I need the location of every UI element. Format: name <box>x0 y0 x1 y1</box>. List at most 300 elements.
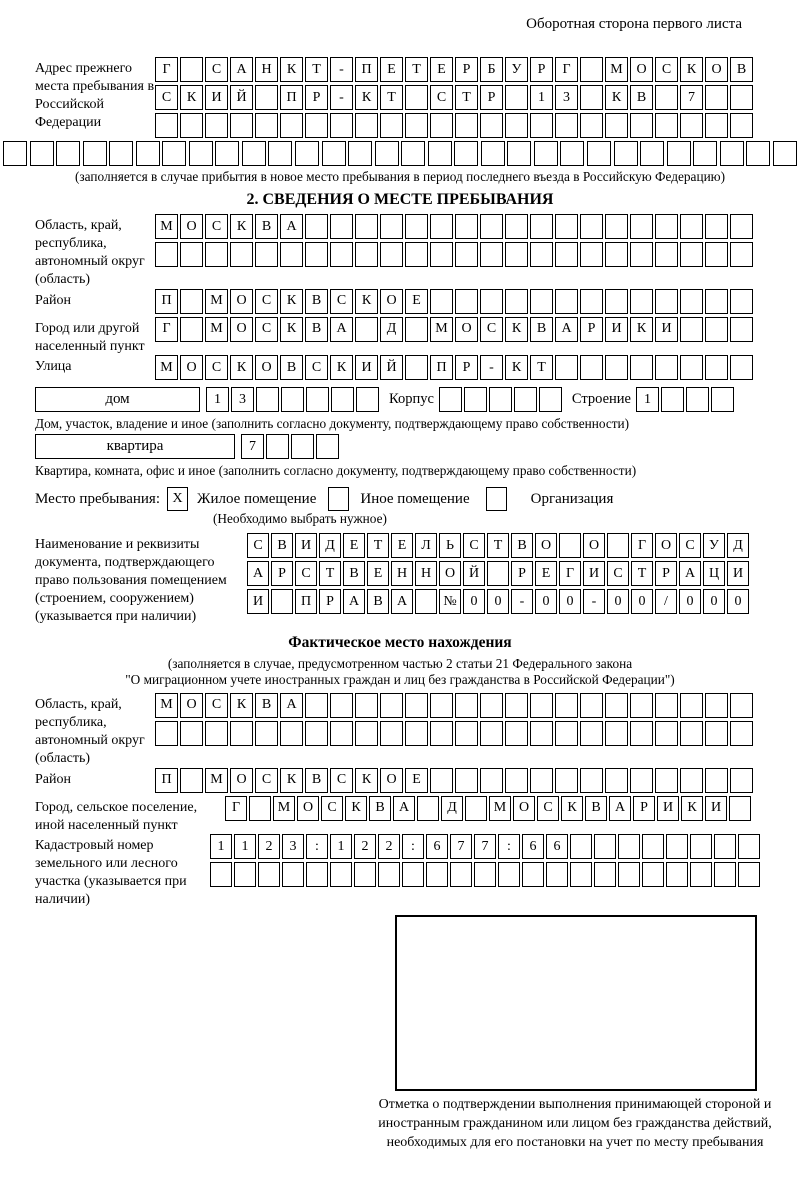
char-cell: С <box>330 289 353 314</box>
char-cell <box>640 141 664 166</box>
char-cell <box>618 862 640 887</box>
char-cell: Ь <box>439 533 461 558</box>
char-cell <box>605 355 628 380</box>
char-cell: К <box>280 317 303 342</box>
char-cell <box>380 242 403 267</box>
char-cell <box>249 796 271 821</box>
char-cell: 2 <box>354 834 376 859</box>
apartment-row <box>35 434 800 462</box>
char-cell: А <box>609 796 631 821</box>
char-cell: Т <box>380 85 403 110</box>
char-cell: В <box>271 533 293 558</box>
char-cell: К <box>280 289 303 314</box>
option-organizatsiya-label: Организация <box>530 490 614 507</box>
char-cell <box>738 862 760 887</box>
actual-region-label: Область, край, республика, автономный округ (область) <box>35 696 145 766</box>
char-cell: М <box>489 796 511 821</box>
char-cell: К <box>230 214 253 239</box>
char-cell <box>480 289 503 314</box>
char-cell <box>605 113 628 138</box>
char-cell <box>330 721 353 746</box>
char-cell: С <box>480 317 503 342</box>
char-cell: В <box>255 214 278 239</box>
cadastral-row-1 <box>210 834 762 859</box>
char-cell: 0 <box>703 589 725 614</box>
char-cell <box>256 387 279 412</box>
char-cell <box>530 214 553 239</box>
char-cell <box>711 387 734 412</box>
char-cell <box>378 862 400 887</box>
prev-address-note: (заполняется в случае прибытия в новое место пребывания в период последнего въезда в Российскую Федерацию) <box>74 169 726 184</box>
house-row <box>35 387 800 415</box>
char-cell <box>730 355 753 380</box>
char-cell <box>580 113 603 138</box>
char-cell <box>655 693 678 718</box>
char-cell: Г <box>225 796 247 821</box>
char-cell <box>480 693 503 718</box>
char-cell <box>655 85 678 110</box>
char-cell <box>355 214 378 239</box>
char-cell <box>305 242 328 267</box>
char-cell <box>714 834 736 859</box>
cadastral-row-2 <box>210 862 762 887</box>
char-cell: И <box>657 796 679 821</box>
apartment-note: Квартира, комната, офис и иное (заполнить согласно документу, подтверждающему право собственности) <box>35 463 637 479</box>
char-cell <box>555 768 578 793</box>
char-cell <box>205 721 228 746</box>
char-cell <box>505 768 528 793</box>
char-cell <box>280 721 303 746</box>
char-cell: А <box>280 214 303 239</box>
char-cell <box>155 113 178 138</box>
char-cell <box>234 862 256 887</box>
char-cell: Т <box>367 533 389 558</box>
char-cell: - <box>583 589 605 614</box>
korpus-label: Корпус <box>389 391 434 408</box>
char-cell: К <box>680 57 703 82</box>
char-cell: П <box>155 289 178 314</box>
char-cell: 0 <box>487 589 509 614</box>
char-cell <box>180 721 203 746</box>
char-cell <box>180 317 203 342</box>
char-cell: Р <box>530 57 553 82</box>
char-cell: М <box>430 317 453 342</box>
char-cell <box>405 214 428 239</box>
char-cell <box>430 693 453 718</box>
char-cell: И <box>583 561 605 586</box>
stay-type-note: (Необходимо выбрать нужное) <box>213 511 387 527</box>
char-cell: Й <box>463 561 485 586</box>
region-row-1 <box>155 214 755 239</box>
char-cell: О <box>455 317 478 342</box>
actual-city-row <box>35 796 800 835</box>
char-cell: 1 <box>330 834 352 859</box>
char-cell <box>680 693 703 718</box>
char-cell <box>405 693 428 718</box>
char-cell: 0 <box>535 589 557 614</box>
char-cell: Б <box>480 57 503 82</box>
char-cell <box>306 387 329 412</box>
street-row <box>35 355 800 383</box>
char-cell: 1 <box>530 85 553 110</box>
char-cell <box>505 242 528 267</box>
char-cell <box>505 214 528 239</box>
char-cell <box>630 355 653 380</box>
char-cell <box>580 721 603 746</box>
char-cell <box>480 721 503 746</box>
char-cell: И <box>247 589 269 614</box>
char-cell <box>330 113 353 138</box>
actual-region-cells <box>155 693 755 749</box>
char-cell: К <box>605 85 628 110</box>
char-cell: В <box>530 317 553 342</box>
char-cell: С <box>463 533 485 558</box>
char-cell: В <box>630 85 653 110</box>
char-cell <box>255 85 278 110</box>
char-cell: Г <box>559 561 581 586</box>
city-cells <box>155 317 755 342</box>
char-cell: У <box>703 533 725 558</box>
char-cell <box>405 721 428 746</box>
char-cell: 2 <box>378 834 400 859</box>
char-cell <box>30 141 54 166</box>
char-cell <box>180 113 203 138</box>
apartment-box: квартира <box>35 434 235 459</box>
char-cell <box>330 214 353 239</box>
char-cell: Т <box>405 57 428 82</box>
char-cell: Г <box>555 57 578 82</box>
char-cell <box>605 214 628 239</box>
char-cell <box>180 57 203 82</box>
char-cell: И <box>205 85 228 110</box>
char-cell <box>730 721 753 746</box>
char-cell: М <box>155 214 178 239</box>
char-cell <box>480 113 503 138</box>
char-cell <box>205 242 228 267</box>
char-cell: Т <box>455 85 478 110</box>
char-cell: С <box>205 355 228 380</box>
char-cell <box>430 289 453 314</box>
char-cell: Е <box>430 57 453 82</box>
char-cell <box>3 141 27 166</box>
char-cell <box>454 141 478 166</box>
char-cell <box>705 242 728 267</box>
char-cell: М <box>155 693 178 718</box>
char-cell <box>401 141 425 166</box>
char-cell <box>322 141 346 166</box>
char-cell: В <box>305 768 328 793</box>
char-cell <box>746 141 770 166</box>
char-cell <box>605 721 628 746</box>
char-cell: Т <box>530 355 553 380</box>
char-cell: 6 <box>522 834 544 859</box>
char-cell: В <box>585 796 607 821</box>
char-cell: 3 <box>231 387 254 412</box>
char-cell: С <box>607 561 629 586</box>
char-cell: 1 <box>636 387 659 412</box>
char-cell <box>480 242 503 267</box>
char-cell: О <box>180 214 203 239</box>
char-cell <box>455 242 478 267</box>
char-cell: А <box>280 693 303 718</box>
char-cell <box>331 387 354 412</box>
char-cell <box>330 693 353 718</box>
char-cell: И <box>355 355 378 380</box>
char-cell: - <box>330 57 353 82</box>
char-cell <box>230 242 253 267</box>
char-cell: И <box>727 561 749 586</box>
char-cell <box>481 141 505 166</box>
char-cell: Й <box>230 85 253 110</box>
char-cell <box>630 242 653 267</box>
char-cell <box>705 289 728 314</box>
char-cell <box>661 387 684 412</box>
char-cell <box>375 141 399 166</box>
char-cell: А <box>330 317 353 342</box>
char-cell <box>655 214 678 239</box>
char-cell <box>455 693 478 718</box>
char-cell <box>546 862 568 887</box>
char-cell: С <box>537 796 559 821</box>
char-cell <box>291 434 314 459</box>
char-cell <box>570 862 592 887</box>
char-cell <box>580 85 603 110</box>
char-cell <box>480 214 503 239</box>
char-cell <box>109 141 133 166</box>
char-cell <box>555 693 578 718</box>
char-cell <box>666 862 688 887</box>
char-cell <box>230 721 253 746</box>
char-cell: С <box>321 796 343 821</box>
char-cell: 0 <box>631 589 653 614</box>
char-cell <box>455 289 478 314</box>
char-cell: В <box>343 561 365 586</box>
char-cell <box>655 113 678 138</box>
char-cell: П <box>155 768 178 793</box>
char-cell: К <box>180 85 203 110</box>
char-cell: К <box>355 768 378 793</box>
char-cell <box>455 214 478 239</box>
char-cell <box>268 141 292 166</box>
char-cell <box>205 113 228 138</box>
checkbox-organizatsiya <box>486 487 507 511</box>
char-cell <box>455 768 478 793</box>
char-cell: О <box>297 796 319 821</box>
char-cell <box>555 113 578 138</box>
char-cell <box>555 355 578 380</box>
char-cell <box>559 533 581 558</box>
char-cell <box>489 387 512 412</box>
char-cell: А <box>247 561 269 586</box>
char-cell: К <box>355 289 378 314</box>
char-cell <box>667 141 691 166</box>
char-cell <box>539 387 562 412</box>
char-cell <box>705 768 728 793</box>
char-cell: В <box>255 693 278 718</box>
char-cell: Р <box>305 85 328 110</box>
char-cell <box>680 289 703 314</box>
char-cell <box>618 834 640 859</box>
char-cell: Е <box>405 768 428 793</box>
stay-type-row <box>35 487 800 511</box>
char-cell <box>655 355 678 380</box>
char-cell <box>230 113 253 138</box>
street-cells <box>155 355 755 380</box>
char-cell <box>215 141 239 166</box>
char-cell: - <box>511 589 533 614</box>
char-cell <box>555 721 578 746</box>
char-cell <box>605 768 628 793</box>
char-cell: Р <box>633 796 655 821</box>
char-cell: О <box>230 289 253 314</box>
char-cell: 0 <box>607 589 629 614</box>
actual-region-row-1 <box>155 693 755 718</box>
char-cell <box>356 387 379 412</box>
char-cell <box>605 693 628 718</box>
char-cell <box>605 289 628 314</box>
char-cell <box>83 141 107 166</box>
document-cells <box>247 533 751 617</box>
prev-address-row-2 <box>155 85 755 110</box>
char-cell: 7 <box>474 834 496 859</box>
char-cell <box>507 141 531 166</box>
stay-type-label: Место пребывания: <box>35 490 160 507</box>
checkbox-zhiloe: X <box>167 487 188 511</box>
char-cell <box>705 693 728 718</box>
char-cell: 6 <box>546 834 568 859</box>
char-cell: Н <box>391 561 413 586</box>
char-cell <box>714 862 736 887</box>
char-cell: 2 <box>258 834 280 859</box>
char-cell <box>305 113 328 138</box>
char-cell <box>430 721 453 746</box>
char-cell <box>530 113 553 138</box>
char-cell <box>355 693 378 718</box>
cadastral-row <box>35 834 800 909</box>
char-cell <box>405 355 428 380</box>
char-cell <box>281 387 304 412</box>
char-cell <box>210 862 232 887</box>
char-cell: О <box>380 768 403 793</box>
char-cell <box>505 721 528 746</box>
char-cell: О <box>230 317 253 342</box>
char-cell <box>680 355 703 380</box>
char-cell <box>439 387 462 412</box>
char-cell: - <box>480 355 503 380</box>
actual-location-note2: "О миграционном учете иностранных граждан и лиц без гражданства в Российской Федерации") <box>125 671 675 687</box>
char-cell <box>555 289 578 314</box>
option-zhiloe-label: Жилое помещение <box>197 490 317 507</box>
prev-address-row-1 <box>155 57 755 82</box>
char-cell: О <box>535 533 557 558</box>
char-cell <box>730 317 753 342</box>
char-cell: С <box>655 57 678 82</box>
actual-location-title: Фактическое место нахождения <box>288 633 512 651</box>
char-cell <box>180 289 203 314</box>
char-cell <box>348 141 372 166</box>
char-cell <box>355 721 378 746</box>
char-cell <box>255 113 278 138</box>
char-cell: Р <box>480 85 503 110</box>
stamp-area <box>395 915 757 1091</box>
char-cell <box>580 355 603 380</box>
char-cell: С <box>155 85 178 110</box>
char-cell: Д <box>727 533 749 558</box>
char-cell: А <box>391 589 413 614</box>
char-cell: Й <box>380 355 403 380</box>
char-cell <box>355 113 378 138</box>
char-cell <box>417 796 439 821</box>
char-cell: К <box>681 796 703 821</box>
char-cell: О <box>630 57 653 82</box>
char-cell: Д <box>319 533 341 558</box>
district-cells <box>155 289 755 314</box>
char-cell <box>655 721 678 746</box>
char-cell <box>680 214 703 239</box>
apartment-cells <box>241 434 341 459</box>
actual-city-cells <box>225 796 753 821</box>
char-cell: Т <box>319 561 341 586</box>
char-cell: Е <box>343 533 365 558</box>
char-cell: Ц <box>703 561 725 586</box>
char-cell: О <box>439 561 461 586</box>
char-cell <box>180 242 203 267</box>
char-cell: И <box>705 796 727 821</box>
char-cell <box>402 862 424 887</box>
char-cell <box>455 113 478 138</box>
prev-address-cells <box>155 57 755 141</box>
char-cell <box>642 834 664 859</box>
char-cell <box>380 693 403 718</box>
char-cell: 0 <box>463 589 485 614</box>
char-cell <box>514 387 537 412</box>
char-cell: М <box>273 796 295 821</box>
char-cell: С <box>255 289 278 314</box>
char-cell <box>305 721 328 746</box>
char-cell <box>530 242 553 267</box>
char-cell <box>426 862 448 887</box>
char-cell <box>555 242 578 267</box>
char-cell: О <box>513 796 535 821</box>
char-cell: В <box>280 355 303 380</box>
char-cell: Р <box>455 355 478 380</box>
char-cell <box>306 862 328 887</box>
char-cell <box>630 113 653 138</box>
char-cell <box>430 768 453 793</box>
char-cell: 7 <box>241 434 264 459</box>
char-cell <box>580 242 603 267</box>
char-cell: Р <box>655 561 677 586</box>
char-cell: С <box>305 355 328 380</box>
region-cells <box>155 214 755 270</box>
char-cell: П <box>280 85 303 110</box>
char-cell <box>530 693 553 718</box>
char-cell: Р <box>511 561 533 586</box>
char-cell: О <box>380 289 403 314</box>
actual-region-row-2 <box>155 721 755 746</box>
char-cell: Н <box>255 57 278 82</box>
char-cell: Р <box>580 317 603 342</box>
char-cell <box>730 85 753 110</box>
char-cell: В <box>305 317 328 342</box>
char-cell <box>655 768 678 793</box>
char-cell: К <box>355 85 378 110</box>
char-cell <box>155 721 178 746</box>
char-cell <box>594 834 616 859</box>
char-cell: Р <box>455 57 478 82</box>
char-cell: С <box>679 533 701 558</box>
char-cell: В <box>367 589 389 614</box>
